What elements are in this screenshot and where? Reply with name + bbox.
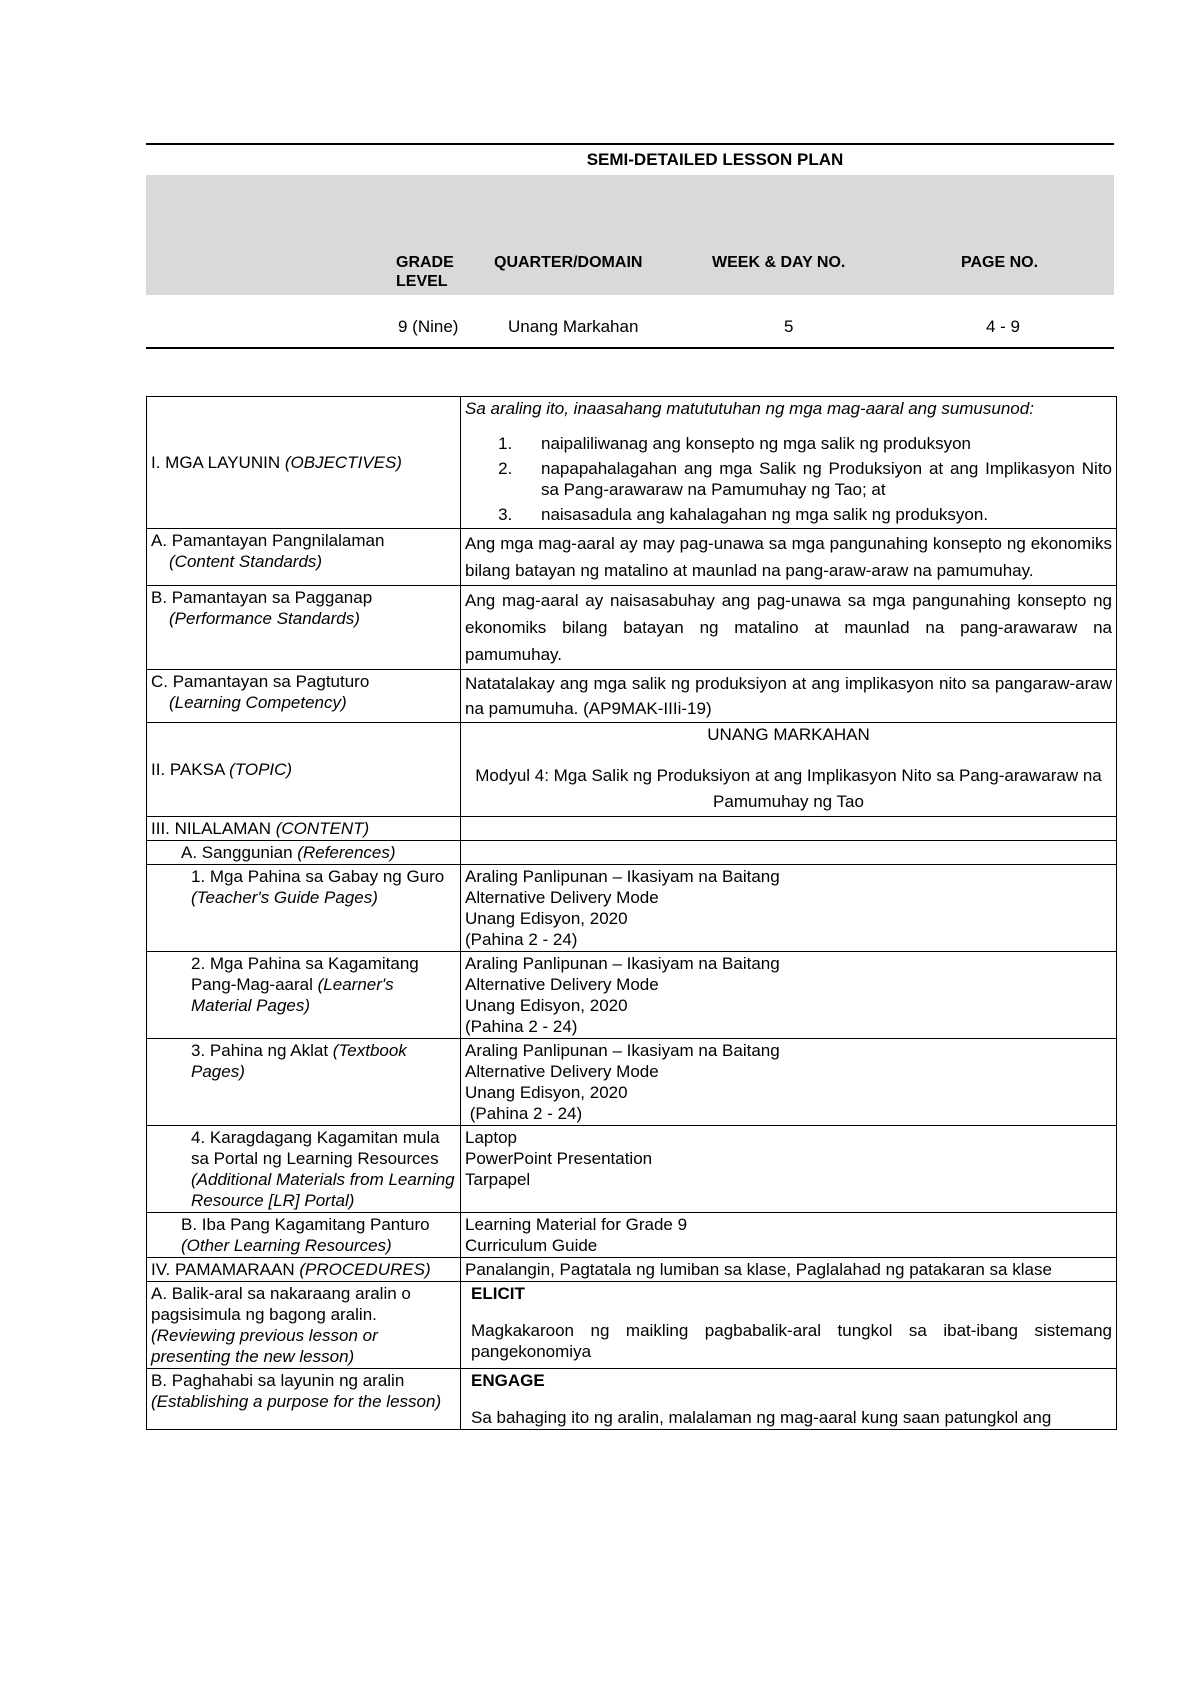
procedures-label-text: IV. PAMAMARAAN <box>151 1260 295 1279</box>
performance-standards-row <box>147 586 1117 670</box>
objectives-label-en: (OBJECTIVES) <box>284 453 402 472</box>
references-row <box>147 841 1117 865</box>
references-empty-cell <box>461 841 1117 865</box>
learners-material-content <box>461 952 1117 1039</box>
review-heading: ELICIT <box>471 1284 525 1303</box>
topic-label-en: (TOPIC) <box>229 760 293 779</box>
textbook-label-en: (Textbook Pages) <box>191 1041 407 1081</box>
learning-competency-text: Natatalakay ang mga salik ng produksiyon at ang implikasyon nito sa pangaraw-araw na pamumuha. (AP9MAK-IIIi-19) <box>461 670 1117 723</box>
reference-line: Alternative Delivery Mode <box>465 888 659 907</box>
teachers-guide-label <box>147 865 461 952</box>
review-label <box>147 1282 461 1369</box>
additional-materials-row <box>147 1126 1117 1213</box>
procedures-row <box>147 1258 1117 1282</box>
learners-material-label-text: 2. Mga Pahina sa Kagamitang Pang-Mag-aaral <box>191 954 419 994</box>
reference-line: Araling Panlipunan – Ikasiyam na Baitang <box>465 867 780 886</box>
quarter-domain-heading: QUARTER/DOMAIN <box>494 254 643 271</box>
header-values <box>146 295 1114 347</box>
objectives-intro: Sa araling ito, inaasahang matututuhan ng mga mag-aaral ang sumusunod: <box>465 399 1034 418</box>
review-row <box>147 1282 1117 1369</box>
review-text: Magkakaroon ng maikling pagbabalik-aral tungkol sa ibat-ibang sistemang pangekonomiya <box>471 1321 1112 1361</box>
performance-standards-label-text: B. Pamantayan sa Pagganap <box>151 588 373 607</box>
learners-material-label-en: (Learner's Material Pages) <box>191 975 394 1015</box>
purpose-label <box>147 1369 461 1430</box>
reference-line: Unang Edisyon, 2020 <box>465 996 628 1015</box>
teachers-guide-label-text: 1. Mga Pahina sa Gabay ng Guro <box>191 867 445 886</box>
reference-line: Laptop <box>465 1128 517 1147</box>
teachers-guide-row <box>147 865 1117 952</box>
purpose-label-text: B. Paghahabi sa layunin ng aralin <box>151 1371 405 1390</box>
objectives-row <box>147 397 1117 529</box>
objective-item: 2. napapahalagahan ang mga Salik ng Produksiyon at ang Implikasyon Nito sa Pang-arawaraw na Pamumuhay ng Tao; at <box>517 458 1112 500</box>
reference-line: Alternative Delivery Mode <box>465 1062 659 1081</box>
learning-competency-row <box>147 670 1117 723</box>
week-day-heading: WEEK & DAY NO. <box>712 254 846 271</box>
textbook-label <box>147 1039 461 1126</box>
reference-line: (Pahina 2 - 24) <box>465 1017 578 1036</box>
purpose-row <box>147 1369 1117 1430</box>
content-standards-text: Ang mga mag-aaral ay may pag-unawa sa mga pangunahing konsepto ng ekonomiks bilang batayan ng matalino at maunlad na pang-araw-araw na pamumuhay. <box>461 529 1117 586</box>
performance-standards-text: Ang mag-aaral ay naisasabuhay ang pag-unawa sa mga pangunahing konsepto ng ekonomiks bilang batayan ng matalino at maunlad na pang-arawaraw na pamumuhay. <box>461 586 1117 670</box>
teachers-guide-label-en: (Teacher's Guide Pages) <box>191 888 378 907</box>
lesson-plan-table <box>146 396 1117 1430</box>
reference-line: Alternative Delivery Mode <box>465 975 659 994</box>
topic-label <box>147 723 461 817</box>
header-column-labels <box>146 175 1114 295</box>
purpose-label-en: (Establishing a purpose for the lesson) <box>151 1392 442 1411</box>
topic-row <box>147 723 1117 817</box>
objectives-content <box>461 397 1117 529</box>
additional-materials-content <box>461 1126 1117 1213</box>
header-bottom-rule <box>146 347 1114 349</box>
purpose-heading: ENGAGE <box>471 1371 545 1390</box>
page-no-heading: PAGE NO. <box>961 254 1039 271</box>
performance-standards-label-en: (Performance Standards) <box>169 609 360 628</box>
objectives-label-text: I. MGA LAYUNIN <box>151 453 281 472</box>
reference-line: Araling Panlipunan – Ikasiyam na Baitang <box>465 1041 780 1060</box>
review-content <box>461 1282 1117 1369</box>
quarter-domain-value: Unang Markahan <box>508 317 639 336</box>
reference-line: (Pahina 2 - 24) <box>465 930 578 949</box>
week-day-value: 5 <box>784 317 794 336</box>
teachers-guide-content <box>461 865 1117 952</box>
references-label-text: A. Sanggunian <box>181 843 293 862</box>
purpose-text: Sa bahaging ito ng aralin, malalaman ng mag-aaral kung saan patungkol ang <box>471 1408 1052 1427</box>
performance-standards-label <box>147 586 461 670</box>
other-resources-label-text: B. Iba Pang Kagamitang Panturo <box>181 1215 430 1234</box>
reference-line: Unang Edisyon, 2020 <box>465 1083 628 1102</box>
content-standards-label <box>147 529 461 586</box>
references-label-en: (References) <box>297 843 396 862</box>
content-empty-cell <box>461 817 1117 841</box>
learning-competency-label <box>147 670 461 723</box>
objective-item: 1. naipaliliwanag ang konsepto ng mga salik ng produksyon <box>517 433 1112 454</box>
objective-item: 3. naisasadula ang kahalagahan ng mga salik ng produksyon. <box>517 504 1112 525</box>
grade-level-value: 9 (Nine) <box>398 317 459 336</box>
page-no-value: 4 - 9 <box>986 317 1021 336</box>
grade-level-heading: GRADE LEVEL <box>396 254 454 290</box>
learners-material-row <box>147 952 1117 1039</box>
purpose-content <box>461 1369 1117 1430</box>
additional-materials-label <box>147 1126 461 1213</box>
learning-competency-label-text: C. Pamantayan sa Pagtuturo <box>151 672 370 691</box>
reference-line: PowerPoint Presentation <box>465 1149 653 1168</box>
textbook-row <box>147 1039 1117 1126</box>
other-resources-label <box>147 1213 461 1258</box>
reference-line: Tarpapel <box>465 1170 531 1189</box>
objectives-label <box>147 397 461 529</box>
content-standards-label-text: A. Pamantayan Pangnilalaman <box>151 531 385 550</box>
reference-line: Unang Edisyon, 2020 <box>465 909 628 928</box>
learners-material-label <box>147 952 461 1039</box>
textbook-label-text: 3. Pahina ng Aklat <box>191 1041 329 1060</box>
document-title: SEMI-DETAILED LESSON PLAN <box>586 150 844 169</box>
reference-line: Araling Panlipunan – Ikasiyam na Baitang <box>465 954 780 973</box>
procedures-text: Panalangin, Pagtatala ng lumiban sa klase, Paglalahad ng patakaran sa klase <box>461 1258 1117 1282</box>
content-standards-row <box>147 529 1117 586</box>
other-resources-content <box>461 1213 1117 1258</box>
review-label-text: A. Balik-aral sa nakaraang aralin o pagsisimula ng bagong aralin. <box>151 1284 411 1324</box>
topic-module: Modyul 4: Mga Salik ng Produksiyon at ang Implikasyon Nito sa Pang-arawaraw na Pamumuhay ng Tao <box>475 766 1102 811</box>
learning-competency-label-en: (Learning Competency) <box>169 693 347 712</box>
topic-quarter: UNANG MARKAHAN <box>707 725 870 744</box>
procedures-label-en: (PROCEDURES) <box>299 1260 431 1279</box>
content-label-text: III. NILALAMAN <box>151 819 271 838</box>
other-resources-row <box>147 1213 1117 1258</box>
reference-line: Learning Material for Grade 9 <box>465 1215 688 1234</box>
lesson-plan-header <box>146 143 1114 349</box>
content-label-en: (CONTENT) <box>275 819 370 838</box>
reference-line: Curriculum Guide <box>465 1236 598 1255</box>
review-label-en: (Reviewing previous lesson or presenting the new lesson) <box>151 1326 378 1366</box>
additional-materials-label-text: 4. Karagdagang Kagamitan mula sa Portal ng Learning Resources <box>191 1128 440 1168</box>
topic-content <box>461 723 1117 817</box>
content-label <box>147 817 461 841</box>
topic-label-text: II. PAKSA <box>151 760 225 779</box>
objectives-list <box>465 433 1112 525</box>
content-standards-label-en: (Content Standards) <box>169 552 323 571</box>
procedures-label <box>147 1258 461 1282</box>
other-resources-label-en: (Other Learning Resources) <box>181 1236 392 1255</box>
references-label <box>147 841 461 865</box>
content-row <box>147 817 1117 841</box>
textbook-content <box>461 1039 1117 1126</box>
reference-line: (Pahina 2 - 24) <box>465 1104 583 1123</box>
additional-materials-label-en: (Additional Materials from Learning Resource [LR] Portal) <box>191 1170 455 1210</box>
